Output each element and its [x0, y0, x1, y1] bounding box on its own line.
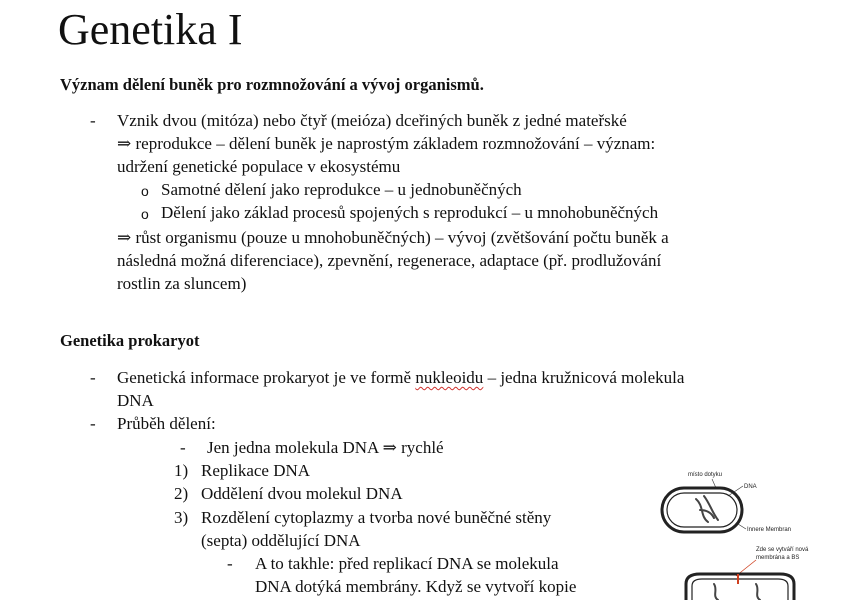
bullet-dash: - — [180, 438, 186, 457]
figure-label-membrane: Innere Membran — [747, 527, 792, 533]
paragraph-line: ⇒ reprodukce – dělení buněk je naprostým základem rozmnožování – význam: — [117, 134, 656, 153]
paragraph-line: DNA — [117, 391, 154, 410]
misspelled-word: nukleoidu — [415, 368, 484, 387]
bullet-dash: - — [90, 368, 96, 387]
list-number: 1) — [174, 461, 189, 480]
sub-list-item: Samotné dělení jako reprodukce – u jednobuněčných — [161, 180, 522, 199]
text-run: – jedna kružnicová molekula — [483, 368, 685, 387]
figure-label-new-membrane-1: Zde se vytváří nová — [756, 547, 809, 553]
section-heading-prokaryotes: Genetika prokaryot — [60, 331, 200, 350]
prokaryote-division-diagram — [652, 466, 854, 600]
page-title: Genetika I — [58, 5, 243, 54]
list-item: Oddělení dvou molekul DNA — [201, 484, 403, 503]
paragraph-line: udržení genetické populace v ekosystému — [117, 157, 401, 176]
list-item: Jen jedna molekula DNA ⇒ rychlé — [207, 438, 444, 457]
sub-bullet-marker: o — [141, 183, 149, 199]
figure-label-dna: DNA — [744, 484, 757, 490]
paragraph-line: následná možná diferenciace), zpevnění, regenerace, adaptace (př. prodlužování — [117, 251, 662, 270]
paragraph-line: ⇒ růst organismu (pouze u mnohobuněčných) – vývoj (zvětšování počtu buněk a — [117, 228, 669, 247]
text-run: Genetická informace prokaryot je ve formě — [117, 368, 416, 387]
list-number: 2) — [174, 484, 189, 503]
list-item-continuation: (septa) oddělující DNA — [201, 531, 361, 550]
list-number: 3) — [174, 508, 189, 527]
sub-list-item: Dělení jako základ procesů spojených s reprodukcí – u mnohobuněčných — [161, 203, 659, 222]
bullet-dash: - — [90, 414, 96, 433]
paragraph-line: Vznik dvou (mitóza) nebo čtyř (meióza) dceřiných buněk z jedné mateřské — [117, 111, 627, 130]
list-item: Rozdělení cytoplazmy a tvorba nové buněčné stěny — [201, 508, 552, 527]
paragraph-line: DNA dotýká membrány. Když se vytvoří kopie — [255, 577, 577, 596]
paragraph-line: Průběh dělení: — [117, 414, 216, 433]
sub-bullet-marker: o — [141, 206, 149, 222]
figure-label-new-membrane-2: membrána a BS — [756, 555, 800, 561]
paragraph-line: A to takhle: před replikací DNA se molekula — [255, 554, 559, 573]
dna-strand — [696, 496, 718, 522]
section-heading-cell-division: Význam dělení buněk pro rozmnožování a vývoj organismů. — [60, 75, 484, 94]
list-item: Replikace DNA — [201, 461, 311, 480]
paragraph-line: rostlin za sluncem) — [117, 274, 247, 293]
bullet-dash: - — [227, 554, 233, 573]
paragraph-line — [117, 367, 684, 389]
bullet-dash: - — [90, 111, 96, 130]
figure-label-contact: místo dotyku — [688, 472, 723, 478]
